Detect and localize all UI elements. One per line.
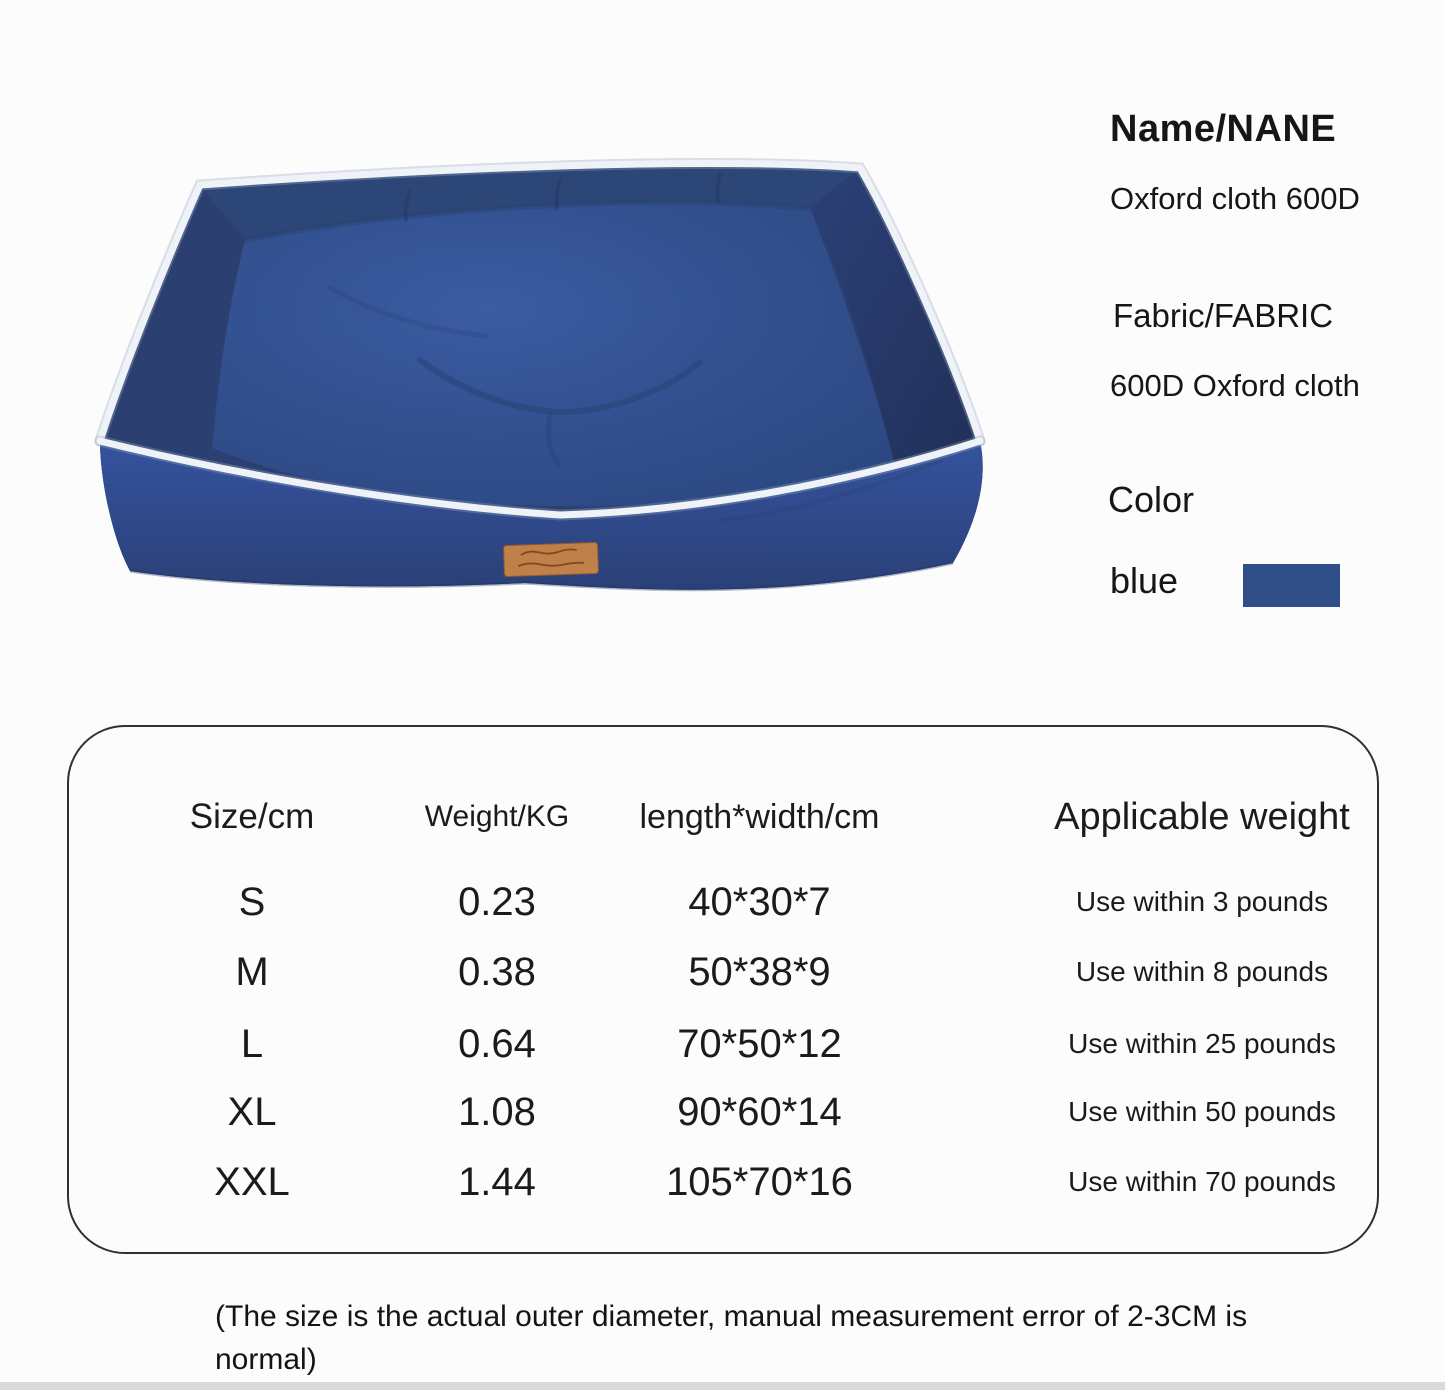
size-table-header-row <box>69 785 1377 849</box>
size-table-card <box>67 725 1379 1254</box>
cell-dimensions: 50*38*9 <box>688 949 831 994</box>
size-table-row-xxl <box>69 1147 1377 1217</box>
color-swatch-blue <box>1243 564 1340 607</box>
col-header-weight: Weight/KG <box>424 800 570 833</box>
col-header-applicable: Applicable weight <box>1054 795 1350 838</box>
spec-fabric-value: 600D Oxford cloth <box>1110 368 1360 403</box>
cell-applicable: Use within 8 pounds <box>1075 956 1329 987</box>
cell-applicable: Use within 50 pounds <box>1068 1096 1336 1127</box>
cell-weight: 1.44 <box>458 1159 536 1204</box>
size-table-row-m <box>69 937 1377 1007</box>
dog-bed-photo <box>80 148 1015 648</box>
spec-fabric-label: Fabric/FABRIC <box>1113 297 1334 334</box>
spec-name-value: Oxford cloth 600D <box>1110 181 1360 216</box>
size-table-row-xl <box>69 1077 1377 1147</box>
cell-size: XL <box>227 1089 277 1134</box>
cell-dimensions: 40*30*7 <box>688 879 831 924</box>
size-table-row-s <box>69 867 1377 937</box>
cell-dimensions: 90*60*14 <box>677 1089 842 1134</box>
col-header-dimensions: length*width/cm <box>639 797 880 836</box>
cell-applicable: Use within 25 pounds <box>1068 1028 1336 1059</box>
brand-label-tag <box>503 542 598 576</box>
cell-applicable: Use within 70 pounds <box>1068 1166 1336 1197</box>
spec-color-value: blue <box>1110 560 1179 601</box>
cell-dimensions: 70*50*12 <box>677 1021 842 1066</box>
spec-name-label: Name/NANE <box>1110 108 1337 150</box>
spec-color-label: Color <box>1108 479 1195 520</box>
cell-applicable: Use within 3 pounds <box>1075 886 1329 917</box>
cell-size: XXL <box>214 1159 290 1204</box>
size-table-row-l <box>69 1009 1377 1079</box>
cell-size: M <box>235 949 269 994</box>
cell-size: L <box>240 1021 264 1066</box>
cell-weight: 0.64 <box>458 1021 536 1066</box>
measurement-footnote: (The size is the actual outer diameter, manual measurement error of 2-3CM is normal) <box>215 1300 1248 1376</box>
cell-weight: 1.08 <box>458 1089 536 1134</box>
cell-size: S <box>238 879 266 924</box>
col-header-size: Size/cm <box>189 797 315 836</box>
cell-weight: 0.23 <box>458 879 536 924</box>
cell-dimensions: 105*70*16 <box>666 1159 853 1204</box>
bottom-edge-strip <box>0 1382 1445 1390</box>
cell-weight: 0.38 <box>458 949 536 994</box>
